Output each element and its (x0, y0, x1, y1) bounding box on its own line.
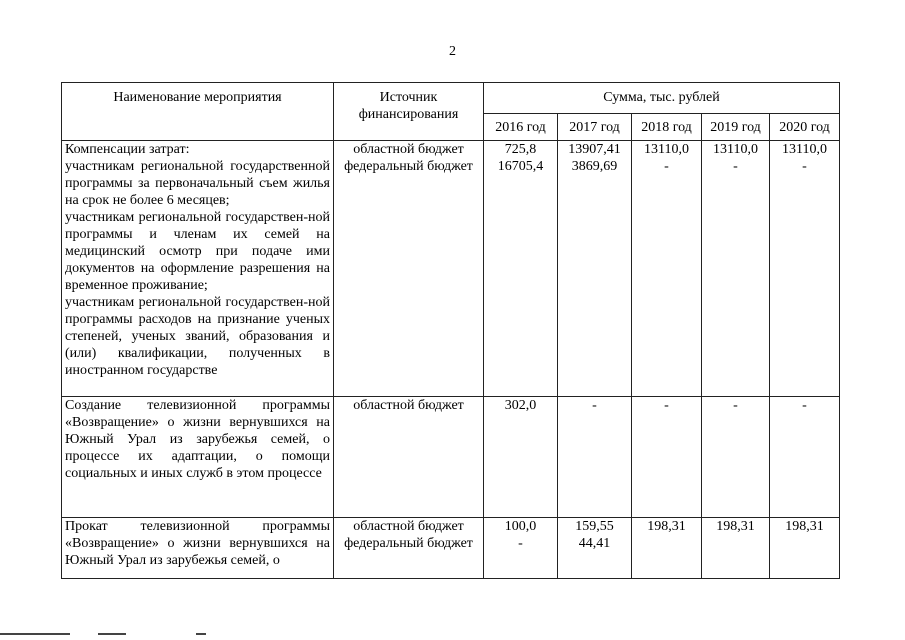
amount-2020-cell (770, 518, 840, 579)
amount-2017-cell (558, 518, 632, 579)
funding-source-cell (334, 141, 484, 397)
amount-value: 3869,69 (571, 159, 618, 174)
activity-name-cell (62, 141, 334, 397)
source-text: областной бюджет (353, 398, 464, 413)
amount-value: 100,0 (504, 519, 537, 534)
amount-value: 198,31 (647, 519, 686, 534)
amount-value: 16705,4 (497, 159, 544, 174)
activity-text: Компенсации затрат: (65, 142, 190, 157)
source-text: областной бюджет (353, 519, 464, 534)
header-source-line1: Источник (379, 90, 438, 105)
activity-text: Создание телевизионной программы «Возвращение» о жизни вернувшихся на Южный Урал из зарубежья семей, о процессе их адаптации, о помощи социальных и иных служб в этом процессе (65, 398, 330, 481)
amount-2016-cell (484, 141, 558, 397)
amount-2020-cell (770, 397, 840, 518)
amount-value: - (802, 398, 807, 413)
amount-2017-cell (558, 397, 632, 518)
table-row (62, 518, 840, 579)
amount-2019-cell (702, 518, 770, 579)
amount-value: 198,31 (716, 519, 755, 534)
amount-value: 13110,0 (782, 142, 827, 157)
amount-value: - (592, 398, 597, 413)
activity-name-cell (62, 518, 334, 579)
amount-value: - (664, 398, 669, 413)
amount-2018-cell (632, 397, 702, 518)
source-text: федеральный бюджет (344, 159, 473, 174)
amount-value: - (664, 159, 669, 174)
amount-value: 159,55 (575, 519, 614, 534)
activity-text: участникам региональной государствен-ной программы расходов на признание ученых степеней, ученых званий, образования и (или) квалификации, полученных в иностранном государстве (65, 295, 330, 378)
header-year-2017: 2017 год (558, 114, 632, 141)
scan-artifact-line (98, 633, 126, 635)
amount-value: - (733, 159, 738, 174)
amount-2017-cell (558, 141, 632, 397)
page-number: 2 (449, 44, 456, 59)
amount-value: 44,41 (578, 536, 611, 551)
amount-2016-cell (484, 518, 558, 579)
funding-source-cell (334, 397, 484, 518)
funding-table (61, 82, 840, 579)
scan-artifact-line (196, 633, 206, 635)
amount-value: - (518, 536, 523, 551)
source-text: областной бюджет (353, 142, 464, 157)
scan-artifact-line (0, 633, 70, 635)
table-row (62, 141, 840, 397)
amount-2019-cell (702, 397, 770, 518)
amount-2019-cell (702, 141, 770, 397)
amount-value: - (802, 159, 807, 174)
amount-value: 725,8 (504, 142, 537, 157)
header-funding-source (334, 83, 484, 141)
amount-value: 198,31 (785, 519, 824, 534)
amount-value: 302,0 (504, 398, 537, 413)
activity-text: участникам региональной государствен-ной программы и членам их семей на медицинский осмотр при подаче ими документов на оформление разрешения на временное проживание; (65, 210, 330, 293)
header-year-2020: 2020 год (770, 114, 840, 141)
table-row (62, 397, 840, 518)
amount-value: 13110,0 (713, 142, 758, 157)
amount-2018-cell (632, 518, 702, 579)
header-activity-name: Наименование мероприятия (62, 83, 334, 141)
header-sum: Сумма, тыс. рублей (484, 83, 840, 114)
header-source-line2: финансирования (358, 107, 459, 122)
amount-value: 13110,0 (644, 142, 689, 157)
amount-2018-cell (632, 141, 702, 397)
header-year-2016: 2016 год (484, 114, 558, 141)
source-text: федеральный бюджет (344, 536, 473, 551)
activity-name-cell (62, 397, 334, 518)
amount-2020-cell (770, 141, 840, 397)
header-year-2019: 2019 год (702, 114, 770, 141)
amount-value: 13907,41 (568, 142, 621, 157)
header-year-2018: 2018 год (632, 114, 702, 141)
activity-text: Прокат телевизионной программы «Возвращение» о жизни вернувшихся на Южный Урал из зарубежья семей, о (65, 519, 330, 568)
funding-source-cell (334, 518, 484, 579)
amount-value: - (733, 398, 738, 413)
amount-2016-cell (484, 397, 558, 518)
activity-text: участникам региональной государственной программы за первоначальный съем жилья на срок не более 6 месяцев; (65, 159, 330, 208)
